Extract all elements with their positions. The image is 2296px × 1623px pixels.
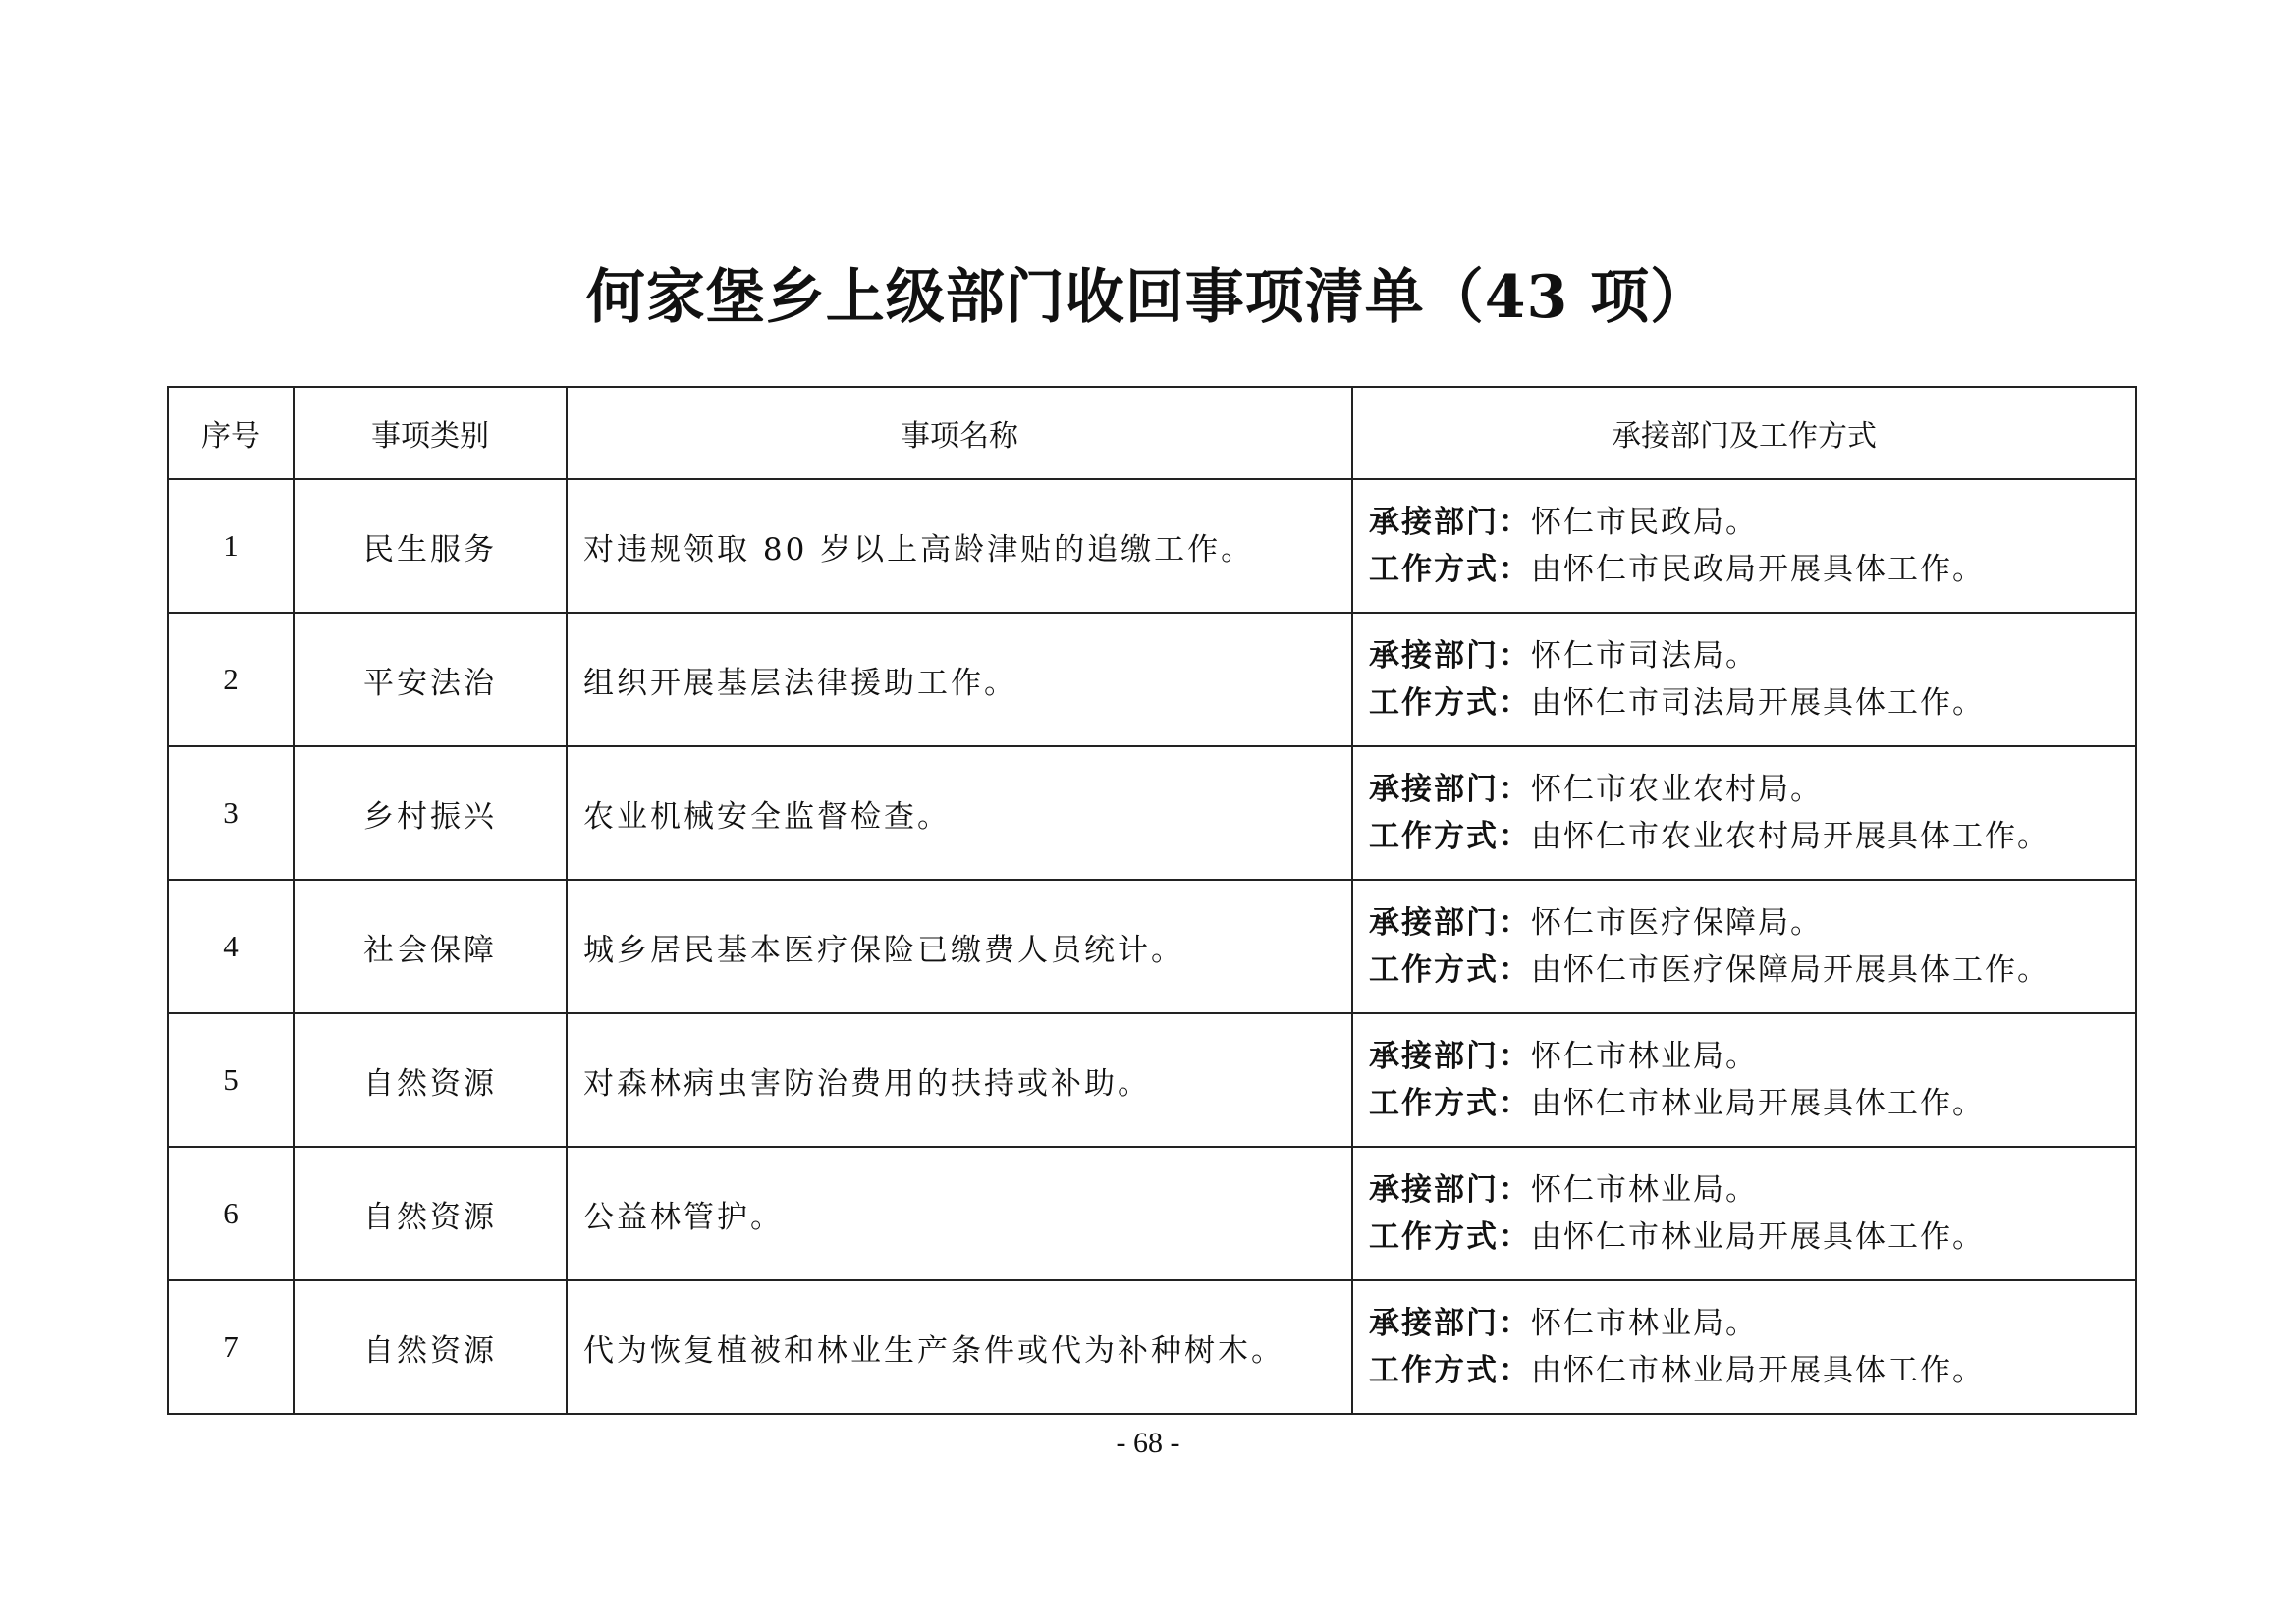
method-line xyxy=(1369,813,2135,860)
row-name: 组织开展基层法律援助工作。 xyxy=(567,613,1352,746)
row-dept-cell xyxy=(1352,746,2136,880)
header-dept: 承接部门及工作方式 xyxy=(1352,387,2136,479)
method-label: 工作方式： xyxy=(1369,552,1531,587)
table-row xyxy=(168,1013,2136,1147)
row-num: 1 xyxy=(168,479,294,613)
dept-value: 怀仁市司法局。 xyxy=(1531,638,1758,674)
row-name: 代为恢复植被和林业生产条件或代为补种树木。 xyxy=(567,1280,1352,1414)
row-num: 2 xyxy=(168,613,294,746)
method-line xyxy=(1369,546,2135,593)
dept-label: 承接部门： xyxy=(1369,905,1531,941)
table-row xyxy=(168,1147,2136,1280)
method-label: 工作方式： xyxy=(1369,1219,1531,1255)
dept-line xyxy=(1369,899,2135,947)
table-row xyxy=(168,1280,2136,1414)
table-row xyxy=(168,746,2136,880)
row-category: 自然资源 xyxy=(294,1013,567,1147)
dept-line xyxy=(1369,1166,2135,1214)
dept-label: 承接部门： xyxy=(1369,505,1531,540)
method-line xyxy=(1369,1214,2135,1261)
method-value: 由怀仁市林业局开展具体工作。 xyxy=(1531,1086,1985,1121)
row-dept-cell xyxy=(1352,1147,2136,1280)
row-category: 社会保障 xyxy=(294,880,567,1013)
dept-value: 怀仁市林业局。 xyxy=(1531,1172,1758,1208)
row-num: 3 xyxy=(168,746,294,880)
dept-line xyxy=(1369,1033,2135,1080)
method-label: 工作方式： xyxy=(1369,685,1531,721)
row-name: 农业机械安全监督检查。 xyxy=(567,746,1352,880)
method-value: 由怀仁市林业局开展具体工作。 xyxy=(1531,1219,1985,1255)
row-category: 民生服务 xyxy=(294,479,567,613)
method-value: 由怀仁市医疗保障局开展具体工作。 xyxy=(1531,952,2050,988)
row-category: 自然资源 xyxy=(294,1280,567,1414)
method-line xyxy=(1369,679,2135,727)
items-table xyxy=(167,386,2137,1415)
dept-label: 承接部门： xyxy=(1369,772,1531,807)
dept-line xyxy=(1369,499,2135,546)
header-num: 序号 xyxy=(168,387,294,479)
method-line xyxy=(1369,1347,2135,1394)
table-row xyxy=(168,479,2136,613)
dept-value: 怀仁市民政局。 xyxy=(1531,505,1758,540)
method-value: 由怀仁市民政局开展具体工作。 xyxy=(1531,552,1985,587)
method-label: 工作方式： xyxy=(1369,952,1531,988)
dept-line xyxy=(1369,766,2135,813)
dept-value: 怀仁市林业局。 xyxy=(1531,1039,1758,1074)
dept-label: 承接部门： xyxy=(1369,638,1531,674)
row-name: 对违规领取 80 岁以上高龄津贴的追缴工作。 xyxy=(567,479,1352,613)
table-row xyxy=(168,880,2136,1013)
method-value: 由怀仁市农业农村局开展具体工作。 xyxy=(1531,819,2050,854)
method-label: 工作方式： xyxy=(1369,1353,1531,1388)
table-header-row xyxy=(168,387,2136,479)
row-dept-cell xyxy=(1352,613,2136,746)
row-category: 自然资源 xyxy=(294,1147,567,1280)
dept-label: 承接部门： xyxy=(1369,1172,1531,1208)
row-num: 4 xyxy=(168,880,294,1013)
method-line xyxy=(1369,1080,2135,1127)
dept-value: 怀仁市农业农村局。 xyxy=(1531,772,1823,807)
method-value: 由怀仁市司法局开展具体工作。 xyxy=(1531,685,1985,721)
row-num: 6 xyxy=(168,1147,294,1280)
header-name: 事项名称 xyxy=(567,387,1352,479)
row-category: 平安法治 xyxy=(294,613,567,746)
row-dept-cell xyxy=(1352,880,2136,1013)
table-row xyxy=(168,613,2136,746)
row-category: 乡村振兴 xyxy=(294,746,567,880)
method-line xyxy=(1369,947,2135,994)
row-name: 城乡居民基本医疗保险已缴费人员统计。 xyxy=(567,880,1352,1013)
row-name: 对森林病虫害防治费用的扶持或补助。 xyxy=(567,1013,1352,1147)
row-num: 7 xyxy=(168,1280,294,1414)
page-title: 何家堡乡上级部门收回事项清单（43 项） xyxy=(585,263,1711,332)
row-dept-cell xyxy=(1352,1280,2136,1414)
row-name: 公益林管护。 xyxy=(567,1147,1352,1280)
method-value: 由怀仁市林业局开展具体工作。 xyxy=(1531,1353,1985,1388)
row-num: 5 xyxy=(168,1013,294,1147)
dept-value: 怀仁市医疗保障局。 xyxy=(1531,905,1823,941)
dept-line xyxy=(1369,632,2135,679)
dept-label: 承接部门： xyxy=(1369,1306,1531,1341)
page-number: - 68 - xyxy=(1116,1427,1180,1459)
row-dept-cell xyxy=(1352,1013,2136,1147)
row-dept-cell xyxy=(1352,479,2136,613)
dept-line xyxy=(1369,1300,2135,1347)
dept-label: 承接部门： xyxy=(1369,1039,1531,1074)
method-label: 工作方式： xyxy=(1369,1086,1531,1121)
dept-value: 怀仁市林业局。 xyxy=(1531,1306,1758,1341)
method-label: 工作方式： xyxy=(1369,819,1531,854)
header-category: 事项类别 xyxy=(294,387,567,479)
